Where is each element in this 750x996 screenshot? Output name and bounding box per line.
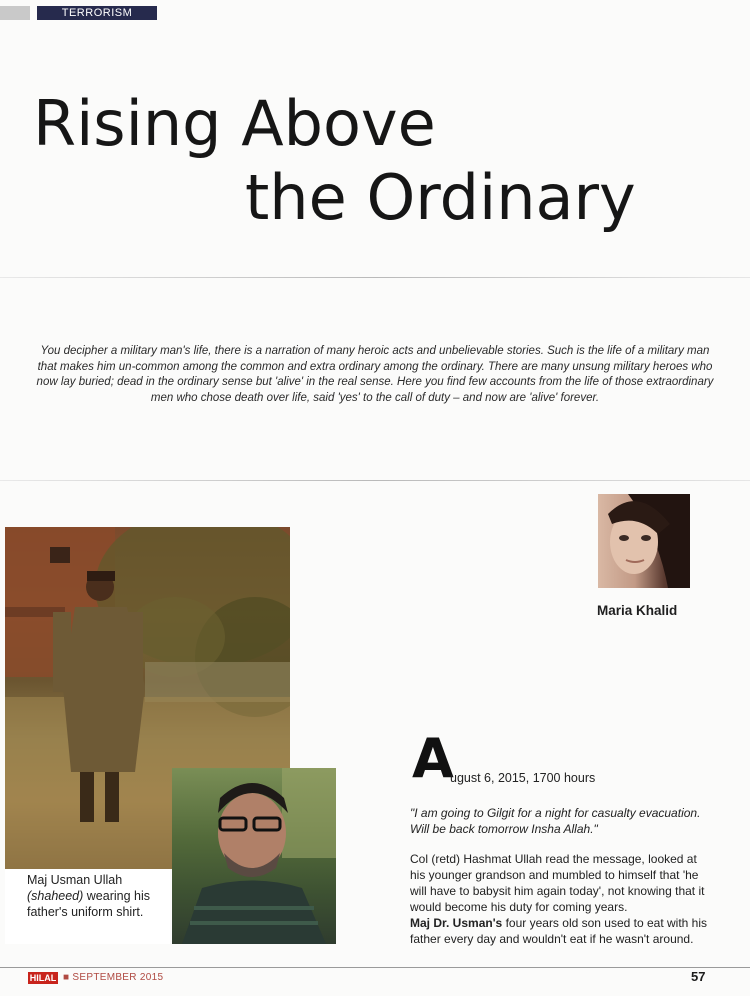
- article-dateline: ugust 6, 2015, 1700 hours: [450, 771, 596, 785]
- divider-top: [0, 277, 750, 278]
- footer-issue-date: ■ SEPTEMBER 2015: [63, 972, 164, 983]
- article-title-line-1: Rising Above: [33, 87, 436, 160]
- intro-paragraph: You decipher a military man's life, there is a narration of many heroic acts and unbelievable stories. Such is the life of a military man that makes him un-common among the common and extra ordinary among the ordinary. There are many unsung military heroes who now lay buried; dead in the ordinary sense but 'alive' in the real sense. Here you find few accounts from the life of those extraordinary men who chose death over life, said 'yes' to the call of duty – and now are 'alive' forever.: [36, 345, 714, 404]
- article-body: [410, 851, 710, 947]
- drop-cap: A: [412, 727, 454, 790]
- portrait-illustration: [598, 494, 690, 588]
- article-paragraph-2: Maj Dr. Usman's four years old son used to eat with his father every day and wouldn't eat if he wasn't around.: [410, 916, 708, 946]
- section-tag-accent: [0, 6, 30, 20]
- page-number: 57: [691, 969, 706, 984]
- author-portrait: [598, 494, 690, 588]
- article-quote: "I am going to Gilgit for a night for casualty evacuation. Will be back tomorrow Insha Allah.": [410, 806, 701, 836]
- divider-middle: [0, 480, 750, 481]
- section-tag: TERRORISM: [37, 6, 157, 20]
- hilal-logo: HILAL: [29, 973, 57, 983]
- photo-adult-selfie: [172, 768, 336, 944]
- article-title-line-2: the Ordinary: [245, 161, 636, 234]
- photo-caption: Maj Usman Ullah (shaheed) wearing his father's uniform shirt.: [27, 873, 151, 919]
- article-paragraph-1: Col (retd) Hashmat Ullah read the message, looked at his younger grandson and mumbled to himself that 'he will have to babysit him again today', not knowing that it would become his duty for coming years.: [410, 852, 705, 914]
- footer-rule: [0, 967, 750, 968]
- photo-illustration: [172, 768, 336, 944]
- author-name: Maria Khalid: [597, 603, 678, 618]
